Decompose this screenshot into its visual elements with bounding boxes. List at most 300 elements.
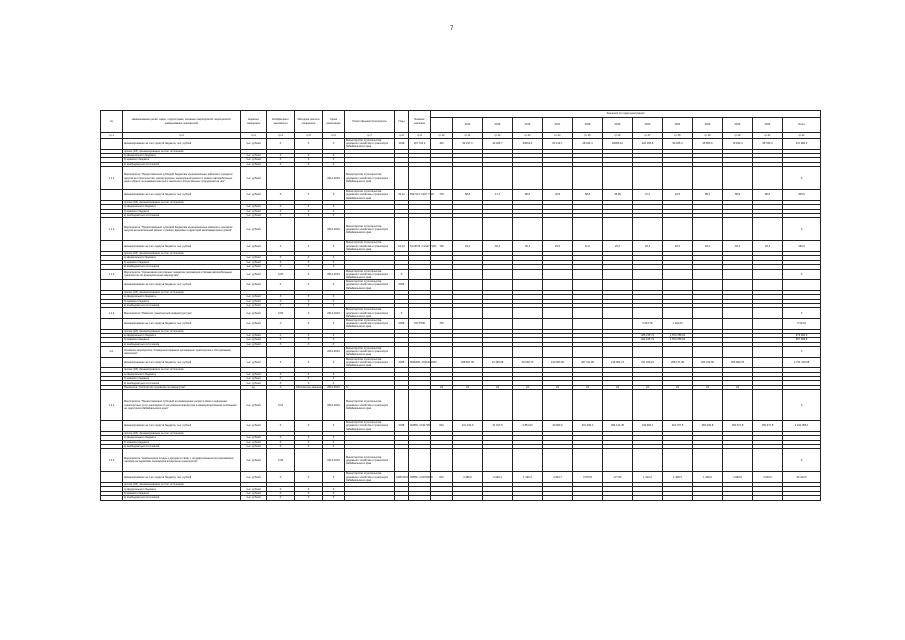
row-total: Х [783, 269, 821, 280]
col-year: 2017 [543, 118, 573, 133]
row-name: финансирование за счет средств бюджета, тыс. рублей [123, 139, 241, 150]
row-value: 13 196,08 [483, 357, 513, 368]
row-term: Х [323, 209, 345, 213]
row-method: Х [295, 295, 323, 299]
row-value [723, 318, 753, 329]
row-value: 6 314,8 [783, 318, 821, 329]
row-number [101, 241, 123, 252]
row-value: 24 [603, 385, 633, 389]
row-value: 290,6 [783, 241, 821, 252]
row-number: 1.2.1 [101, 390, 123, 421]
row-value: 18,3 [663, 241, 693, 252]
row-value [753, 449, 783, 472]
row-value [453, 218, 483, 241]
table-row [101, 318, 821, 329]
row-base: 5927,8 С 14А7 7100 [409, 190, 431, 201]
row-coef: Х [267, 280, 295, 291]
row-method: Х [295, 487, 323, 491]
row-method: Х [295, 154, 323, 158]
row-method: Х [295, 260, 323, 264]
row-coef: Х [267, 299, 295, 303]
row-value [603, 280, 633, 291]
row-method: Х [295, 338, 323, 342]
row-executor: Министерство строительства дорожного хозяйства и транспорта Забайкальского края [345, 318, 395, 329]
row-name: а) федерального бюджета [123, 154, 241, 158]
row-term: 2014-2024 [323, 308, 345, 319]
row-value [513, 449, 543, 472]
col-index-cell: гр.19 [693, 133, 723, 139]
row-value: 24 [483, 385, 513, 389]
row-value: 18,3 [753, 241, 783, 252]
col-index-cell: гр.3 [241, 133, 267, 139]
row-value: 24 [633, 385, 663, 389]
row-unit: тыс. рублей [241, 241, 267, 252]
row-term: Х [323, 372, 345, 376]
row-value: 700 [431, 190, 453, 201]
row-term: 2014-2024 [323, 218, 345, 241]
col-index-cell: гр.21 [753, 133, 783, 139]
row-value: 28 444,4 [573, 139, 603, 150]
row-start [395, 449, 409, 472]
row-total: Х [783, 218, 821, 241]
row-value [723, 218, 753, 241]
row-value [483, 308, 513, 319]
col-index-cell: гр.6 [323, 133, 345, 139]
row-value: 150 671,8 [723, 421, 753, 432]
row-executor: Министерство строительства дорожного хозяйства и транспорта Забайкальского края [345, 167, 395, 190]
row-value: 45,99 [603, 190, 633, 201]
row-value [483, 167, 513, 190]
row-term: 2014-2024 [323, 347, 345, 358]
row-value [573, 308, 603, 319]
row-number: 1.1.4 [101, 308, 123, 319]
row-unit: тыс. рублей [241, 372, 267, 376]
row-value: 1 308,3 [693, 472, 723, 483]
col-index-cell: гр.7 [345, 133, 395, 139]
row-coef: Х [267, 241, 295, 252]
row-term: Х [323, 260, 345, 264]
table-row [101, 472, 821, 483]
row-name: в) внебюджетных источников [123, 162, 241, 166]
row-value [543, 496, 573, 500]
row-unit: тыс. рублей [241, 436, 267, 440]
row-start [395, 347, 409, 358]
row-value: 265 990,78 [723, 357, 753, 368]
row-term: 2014-2024 [323, 167, 345, 190]
row-value [723, 269, 753, 280]
row-base [409, 308, 431, 319]
row-value: 263 373,60 [693, 357, 723, 368]
row-term: Х [323, 241, 345, 252]
row-start: Х [395, 308, 409, 319]
program-table-sheet [100, 110, 810, 501]
row-coef: Х [267, 333, 295, 337]
row-name: б) краевого бюджета [123, 491, 241, 495]
row-value: 58,8 [453, 190, 483, 201]
row-value [543, 390, 573, 421]
table-row [101, 308, 821, 319]
row-method: Х [295, 333, 323, 337]
row-method: Х [295, 256, 323, 260]
row-value [753, 347, 783, 358]
row-value [753, 167, 783, 190]
row-unit: тыс. рублей [241, 295, 267, 299]
row-name: б) краевого бюджета [123, 209, 241, 213]
row-name: финансирование за счет средств бюджета, тыс. рублей [123, 280, 241, 291]
col-index-cell: гр.20 [723, 133, 753, 139]
row-name: б) краевого бюджета [123, 260, 241, 264]
row-start: 04.12 [395, 190, 409, 201]
row-name: Мероприятие "Развитие транспортной инфраструктуры" [123, 308, 241, 319]
row-name: финансирование за счет средств бюджета, тыс. рублей [123, 241, 241, 252]
row-name: б) краевого бюджета [123, 338, 241, 342]
col-index-cell: гр.10 [431, 133, 453, 139]
row-start: 2018 [395, 139, 409, 150]
col-index-cell: гр.1 [101, 133, 123, 139]
row-name: Основное мероприятие "Совершенствование организации транспортного обслуживания населения" [123, 347, 241, 358]
row-unit: тыс. рублей [241, 154, 267, 158]
row-value [513, 390, 543, 421]
row-unit: тыс. рублей [241, 496, 267, 500]
col-index-cell: гр.5 [295, 133, 323, 139]
row-number [101, 421, 123, 432]
row-name: а) федерального бюджета [123, 436, 241, 440]
row-value: 700 [431, 241, 453, 252]
row-base: ГАТ 8Т00 [409, 318, 431, 329]
row-value [753, 269, 783, 280]
row-value: 45 850,6 [693, 139, 723, 150]
row-value: 35 413,5 [783, 472, 821, 483]
row-name: а) федерального бюджета [123, 372, 241, 376]
row-value [603, 218, 633, 241]
row-value [633, 449, 663, 472]
col-year: 2023 [723, 118, 753, 133]
row-value [483, 496, 513, 500]
row-value [753, 390, 783, 421]
row-value: 21 017,8 [483, 421, 513, 432]
row-value: 4 000,0 [753, 472, 783, 483]
row-name: финансирование за счет средств бюджета, тыс. рублей [123, 357, 241, 368]
row-value: 23,6 [543, 241, 573, 252]
row-term: Х [323, 303, 345, 307]
row-executor [345, 496, 395, 500]
row-name: финансирование за счет средств бюджета, тыс. рублей [123, 421, 241, 432]
row-value [663, 449, 693, 472]
row-value [483, 280, 513, 291]
row-base: 4М450, С0117000 [409, 421, 431, 432]
col-year-blank [431, 118, 453, 133]
row-method: Х [295, 357, 323, 368]
row-executor: Министерство строительства дорожного хозяйства и транспорта Забайкальского края [345, 472, 395, 483]
row-method: Х [295, 421, 323, 432]
row-method: Х [295, 440, 323, 444]
row-value [693, 318, 723, 329]
row-start [395, 496, 409, 500]
row-value [453, 280, 483, 291]
row-value [723, 496, 753, 500]
row-value [453, 269, 483, 280]
row-unit: тыс. рублей [241, 213, 267, 217]
row-term: Х [323, 256, 345, 260]
row-value [431, 308, 453, 319]
row-value [693, 308, 723, 319]
row-value: 82 114,7 [543, 139, 573, 150]
row-value [483, 269, 513, 280]
row-value [633, 269, 663, 280]
row-method: Х [295, 436, 323, 440]
table-row [101, 139, 821, 150]
row-value: 24 [663, 385, 693, 389]
col-year: 2024 [753, 118, 783, 133]
row-value [431, 347, 453, 358]
row-value [453, 496, 483, 500]
row-value [723, 280, 753, 291]
row-name: прочие (КЗ), финансирование за счет источников [123, 329, 241, 333]
row-value [663, 167, 693, 190]
row-term: Х [323, 154, 345, 158]
row-method: Х [295, 377, 323, 381]
row-value [453, 318, 483, 329]
row-value [663, 390, 693, 421]
row-method: Х [295, 381, 323, 385]
row-value [483, 347, 513, 358]
row-method: Х [295, 372, 323, 376]
row-method: Х [295, 190, 323, 201]
row-method: Х [295, 308, 323, 319]
row-unit: тыс. рублей [241, 381, 267, 385]
col-base: Базовое значение [409, 111, 431, 133]
row-term: Х [323, 445, 345, 449]
row-value: 58,8 [573, 190, 603, 201]
row-method: Х [295, 209, 323, 213]
row-term: Х [323, 338, 345, 342]
row-value: 465 215,73 [633, 333, 663, 337]
row-value [573, 280, 603, 291]
row-value [663, 280, 693, 291]
row-name: прочие (КЗ), финансирование за счет источников [123, 368, 241, 372]
row-number [101, 472, 123, 483]
col-year: Итого [783, 118, 821, 133]
row-value [513, 318, 543, 329]
row-method [295, 218, 323, 241]
row-value [431, 269, 453, 280]
col-index-cell: гр.4 [267, 133, 295, 139]
row-value [543, 269, 573, 280]
row-method: Х [295, 445, 323, 449]
row-term: Х [323, 487, 345, 491]
row-method [295, 167, 323, 190]
row-coef: Х [267, 260, 295, 264]
row-value: 457 086,8 [783, 338, 821, 342]
row-coef: Х [267, 491, 295, 495]
row-value [453, 449, 483, 472]
row-value [603, 496, 633, 500]
row-value [543, 449, 573, 472]
col-index-cell: гр.11 [453, 133, 483, 139]
row-executor: Министерство строительства дорожного хозяйства и транспорта Забайкальского края [345, 218, 395, 241]
row-executor: Министерство строительства дорожного хозяйства и транспорта Забайкальского края [345, 347, 395, 358]
row-method: Х [295, 318, 323, 329]
row-value [753, 496, 783, 500]
row-value: 447 984,2 [783, 139, 821, 150]
row-method: Х [295, 299, 323, 303]
row-value [603, 269, 633, 280]
row-term: Х [323, 342, 345, 346]
row-start: 04.12 [395, 241, 409, 252]
row-value: 18,3 [693, 241, 723, 252]
row-value [431, 167, 453, 190]
row-term: Х [323, 265, 345, 269]
row-coef: Х [267, 357, 295, 368]
row-term: Х [323, 333, 345, 337]
row-value [633, 347, 663, 358]
row-method: Х [295, 496, 323, 500]
table-row [101, 449, 821, 472]
row-value [693, 449, 723, 472]
row-coef: Х [267, 338, 295, 342]
row-number [101, 357, 123, 368]
col-term: Сроки реализации [323, 111, 345, 133]
row-value: 6 851,00 [513, 421, 543, 432]
row-executor: Министерство строительства дорожного хозяйства и транспорта Забайкальского края [345, 449, 395, 472]
row-value: 100 [431, 139, 453, 150]
row-value: 18,3 [633, 241, 663, 252]
row-name: б) краевого бюджета [123, 299, 241, 303]
row-value [633, 308, 663, 319]
row-name: прочие (КЗ), финансирование за счет источников [123, 290, 241, 294]
row-unit: тыс. рублей [241, 260, 267, 264]
col-no: № [101, 111, 123, 133]
row-base: 5,1ИИ72, С14А7 7100 [409, 241, 431, 252]
col-coef: Коэффициент значимости [267, 111, 295, 133]
row-name: в) внебюджетных источников [123, 445, 241, 449]
row-value: 700 [431, 318, 453, 329]
row-value [723, 167, 753, 190]
row-name: б) краевого бюджета [123, 440, 241, 444]
table-row [101, 167, 821, 190]
row-value [431, 390, 453, 421]
table-row [101, 421, 821, 432]
row-coef [267, 218, 295, 241]
row-unit: тыс. рублей [241, 449, 267, 472]
row-value: 24,4 [453, 241, 483, 252]
row-term: Х [323, 496, 345, 500]
row-value: 120 106,8 [633, 139, 663, 150]
col-year: 2021 [663, 118, 693, 133]
row-value [783, 496, 821, 500]
row-value: 211 043,22 [633, 357, 663, 368]
row-name: б) краевого бюджета [123, 377, 241, 381]
row-value [573, 347, 603, 358]
row-start: 0408 [395, 421, 409, 432]
row-value [663, 269, 693, 280]
row-unit: ед. [241, 385, 267, 389]
row-unit: тыс. рублей [241, 158, 267, 162]
col-index-cell: гр.9 [409, 133, 431, 139]
table-row [101, 218, 821, 241]
col-index-cell: гр.13 [513, 133, 543, 139]
row-number: 1.1.3 [101, 269, 123, 280]
row-value: 810 [431, 421, 453, 432]
row-unit: тыс. рублей [241, 167, 267, 190]
row-method: Х [295, 158, 323, 162]
row-unit: тыс. рублей [241, 318, 267, 329]
row-value [783, 280, 821, 291]
row-name: прочие (КЗ), финансирование за счет источников [123, 200, 241, 204]
row-value: 3 626,3 [483, 472, 513, 483]
col-method: Методика расчета показателя [295, 111, 323, 133]
row-value: 4 090,8 [723, 472, 753, 483]
row-value [603, 390, 633, 421]
row-value [603, 318, 633, 329]
row-term: Х [323, 491, 345, 495]
row-start: 0408 [395, 357, 409, 368]
row-coef: Х [267, 265, 295, 269]
row-value: 219 081,72 [603, 357, 633, 368]
row-value: 24 [693, 385, 723, 389]
row-value [633, 280, 663, 291]
row-base [409, 167, 431, 190]
row-unit: тыс. рублей [241, 338, 267, 342]
row-value [603, 308, 633, 319]
col-index-cell: гр.14 [543, 133, 573, 139]
row-base [409, 390, 431, 421]
row-term: Х [323, 139, 345, 150]
row-value [573, 496, 603, 500]
row-method: Х [295, 241, 323, 252]
row-number: 1.1.1 [101, 167, 123, 190]
row-name: в) внебюджетных источников [123, 303, 241, 307]
row-value [431, 496, 453, 500]
row-value [543, 167, 573, 190]
row-coef: Х [267, 342, 295, 346]
row-value: 35,4 [513, 241, 543, 252]
row-coef: Х [267, 436, 295, 440]
row-value: 58,8 [513, 190, 543, 201]
row-term: Х [323, 162, 345, 166]
row-term: Х [323, 421, 345, 432]
row-value [453, 390, 483, 421]
row-executor: Министерство строительства дорожного хозяйства и транспорта Забайкальского края [345, 357, 395, 368]
col-year: 2016 [513, 118, 543, 133]
row-name: Мероприятие "Организация регулярных перевозок пассажиров и багажа автомобильным транспортом по муниципальным маршрутам" [123, 269, 241, 280]
row-coef: Х [267, 139, 295, 150]
row-name: в) внебюджетных источников [123, 496, 241, 500]
row-coef: Х [267, 421, 295, 432]
row-executor: Министерство строительства дорожного хозяйства и транспорта Забайкальского края [345, 139, 395, 150]
row-term: Х [323, 377, 345, 381]
table-row [101, 190, 821, 201]
row-value: 24 [543, 385, 573, 389]
row-value [431, 218, 453, 241]
row-coef: Х [267, 158, 295, 162]
row-coef: 0,05 [267, 449, 295, 472]
row-executor: Министерство строительства дорожного хозяйства и транспорта Забайкальского края [345, 308, 395, 319]
row-value: 4 485,6 [453, 472, 483, 483]
row-value [573, 449, 603, 472]
row-total: Х [783, 449, 821, 472]
col-index-cell: гр.16 [603, 133, 633, 139]
row-value [663, 218, 693, 241]
row-name: б) краевого бюджета [123, 158, 241, 162]
row-value [543, 347, 573, 358]
row-method: Х [295, 342, 323, 346]
row-coef: Х [267, 381, 295, 385]
row-value: 32,8 [543, 190, 573, 201]
row-coef: Х [267, 213, 295, 217]
row-base [409, 280, 431, 291]
row-method: Х [295, 213, 323, 217]
